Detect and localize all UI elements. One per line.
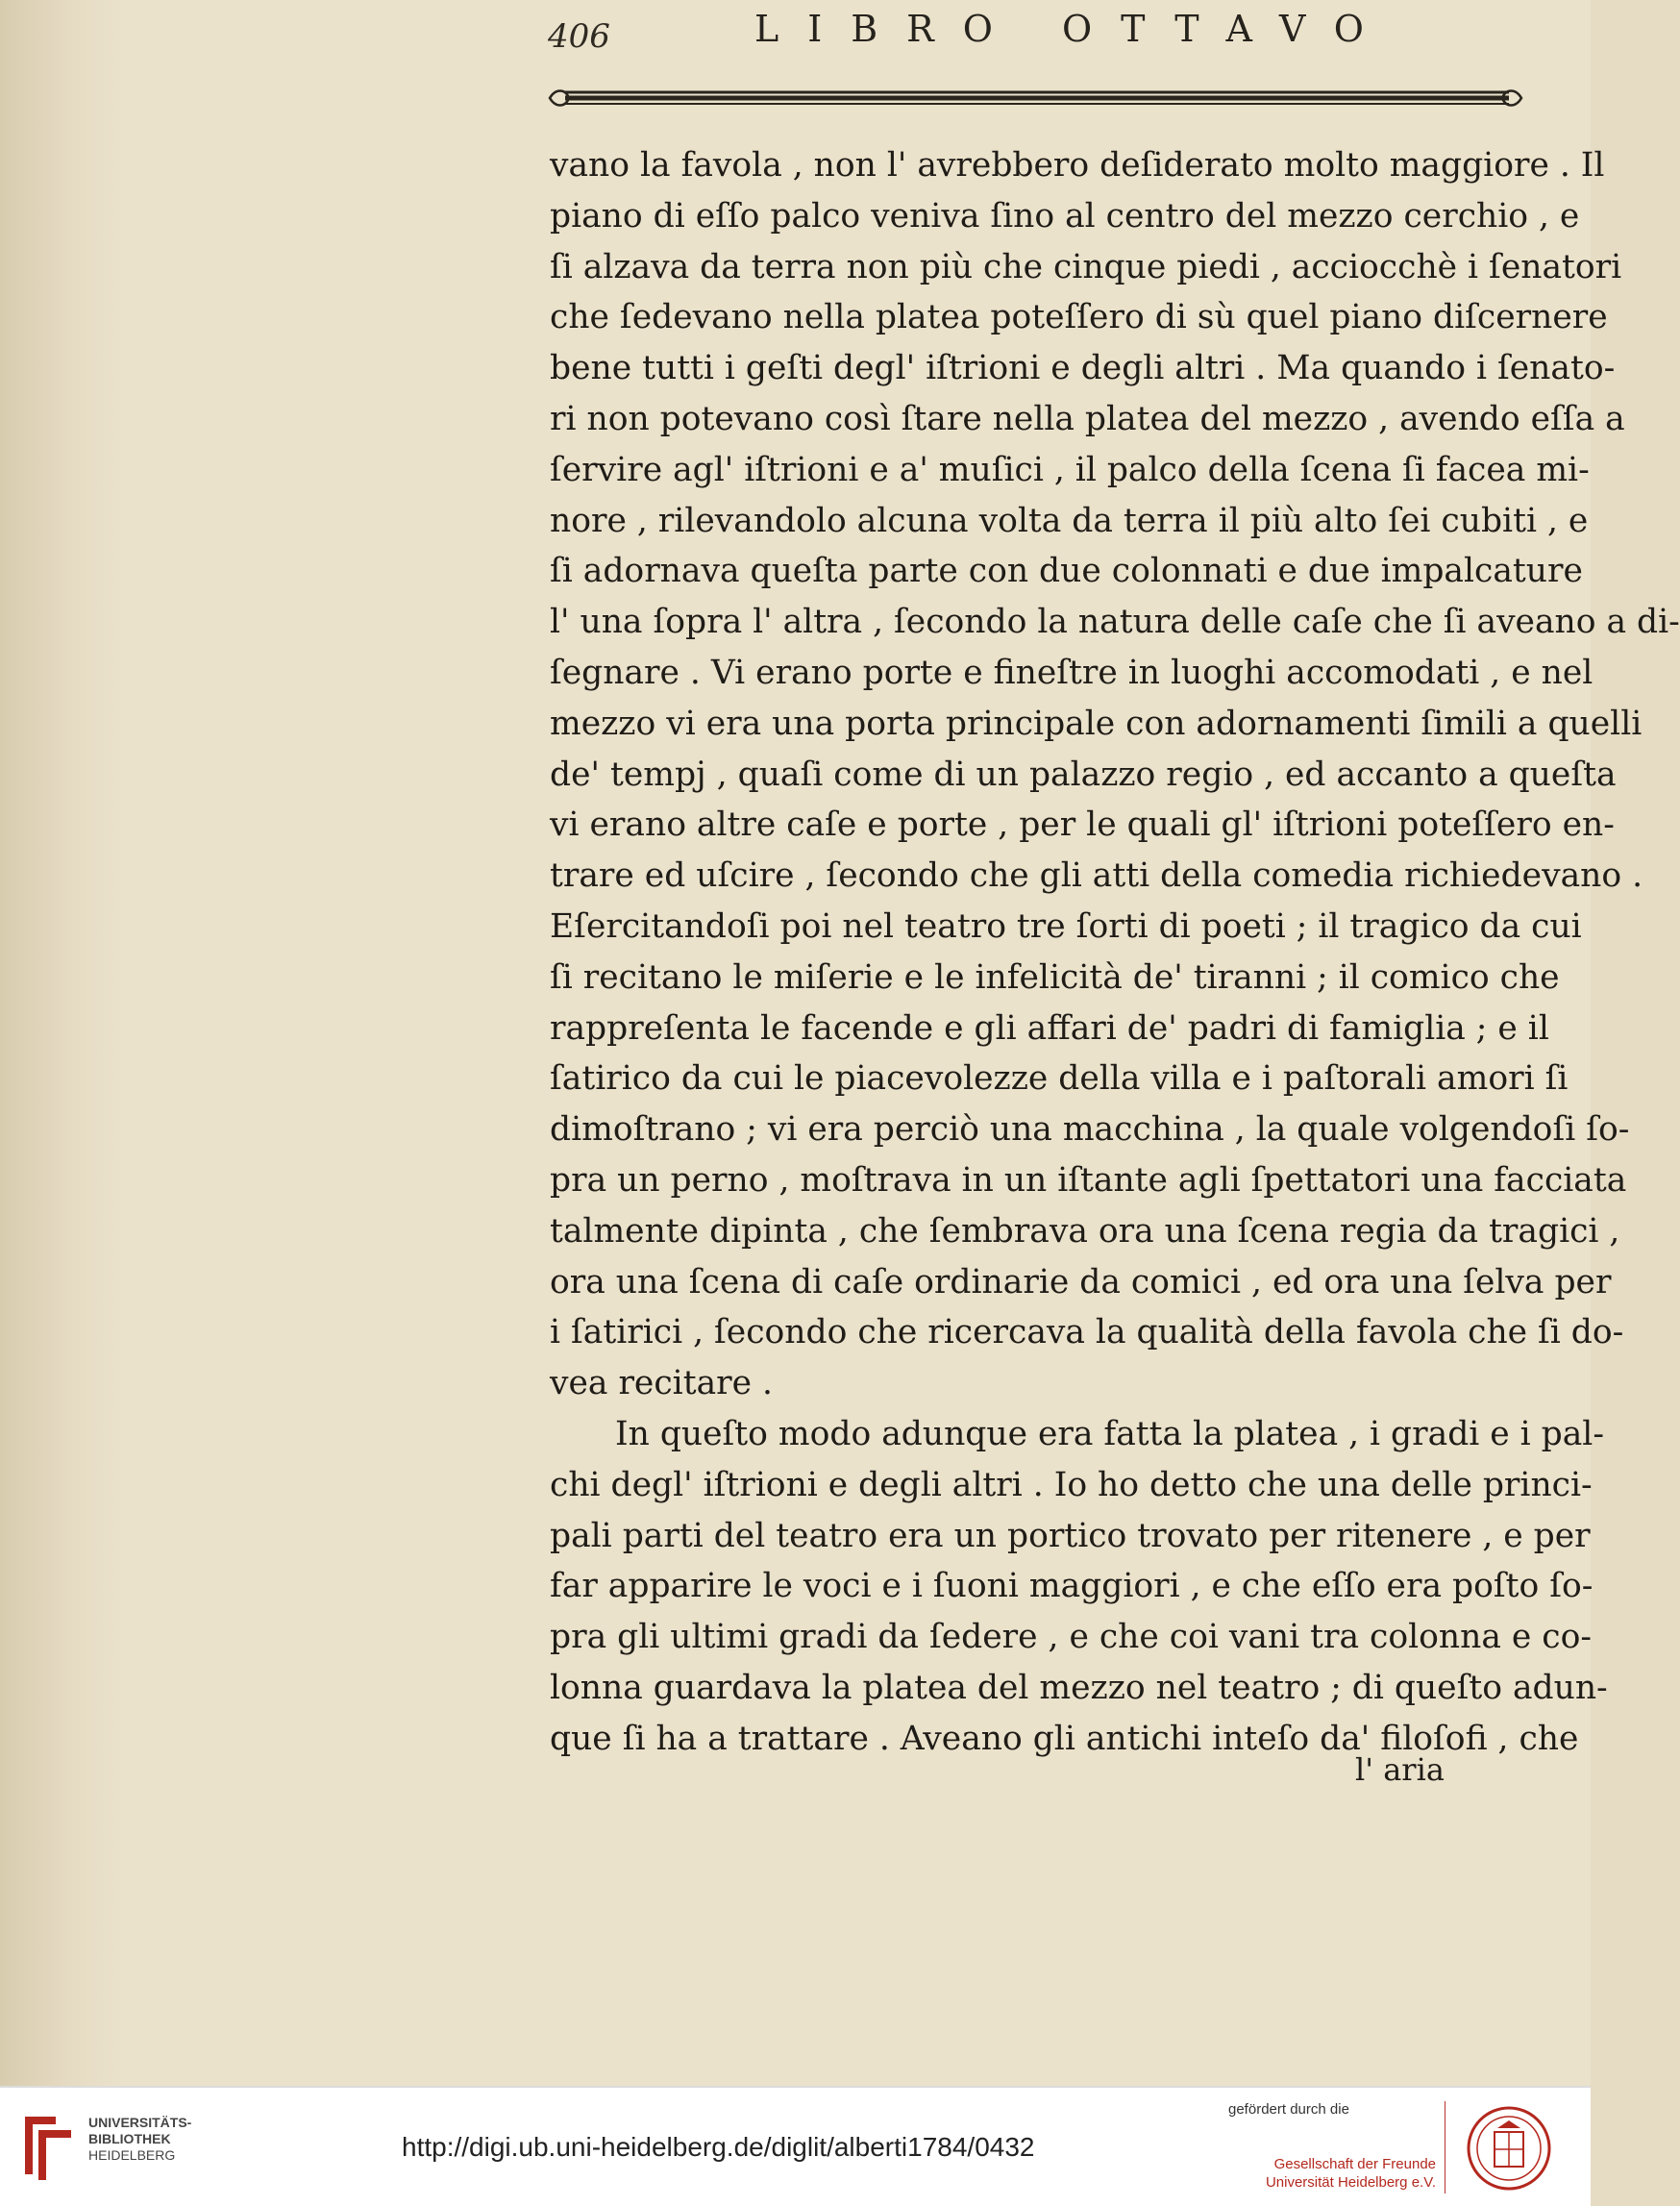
text-line: ri non potevano così ſtare nella platea del mezzo , avendo eſſa a (550, 399, 1625, 438)
text-line: nore , rilevandolo alcuna volta da terra il più alto ſei cubiti , e (550, 501, 1589, 540)
library-name-line: HEIDELBERG (88, 2147, 176, 2163)
library-name (88, 2115, 242, 2164)
library-name-line: BIBLIOTHEK (88, 2131, 171, 2146)
text-line: pali parti del teatro era un portico trovato per ritenere , e per (550, 1516, 1591, 1555)
text-line: ſatirico da cui le piacevolezze della villa e i paſtorali amori ſi (550, 1059, 1569, 1099)
text-line: vi erano altre caſe e porte , per le quali gl' iſtrioni poteſſero en- (550, 806, 1615, 845)
text-line: pra un perno , moſtrava in un iſtante agli ſpettatori una facciata (550, 1160, 1627, 1200)
text-line: trare ed uſcire , ſecondo che gli atti della comedia richiedevano . (550, 856, 1643, 896)
text-line: ora una ſcena di caſe ordinarie da comici , ed ora una ſelva per (550, 1262, 1612, 1301)
text-line: vea recitare . (550, 1364, 773, 1403)
text-line: l' una ſopra l' altra , ſecondo la natura delle caſe che ſi aveano a di- (550, 603, 1680, 642)
society-name (1221, 2155, 1436, 2192)
text-line: che ſedevano nella platea poteſſero di sù quel piano diſcernere (550, 298, 1608, 337)
text-line: ſegnare . Vi erano porte e fineſtre in luoghi accomodati , e nel (550, 653, 1594, 692)
text-line: ſi adornava queſta parte con due colonnati e due impalcature (550, 552, 1583, 591)
text-line: talmente dipinta , che ſembrava ora una ſcena regia da tragici , (550, 1211, 1620, 1251)
university-library-logo-icon[interactable] (17, 2107, 81, 2184)
text-line: ſi alzava da terra non più che cinque piedi , acciocchè i ſenatori (550, 247, 1622, 286)
text-line: chi degl' iſtrioni e degli altri . Io ho detto che una delle princi- (550, 1465, 1593, 1504)
library-name-line: UNIVERSITÄTS- (88, 2115, 192, 2130)
text-line: bene tutti i geſti degl' iſtrioni e degli altri . Ma quando i ſenato- (550, 349, 1616, 388)
text-line: i ſatirici , ſecondo che ricercava la qualità della favola che ſi do- (550, 1313, 1624, 1352)
text-line: vano la favola , non l' avrebbero deſiderato molto maggiore . Il (550, 146, 1605, 185)
university-seal-icon[interactable] (1466, 2105, 1552, 2192)
text-line: mezzo vi era una porta principale con adornamenti ſimili a quelli (550, 704, 1643, 743)
page-number: 406 (548, 17, 610, 56)
catchword: l' aria (1355, 1751, 1445, 1788)
text-line: dimoſtrano ; vi era perciò una macchina , la quale volgendoſi ſo- (550, 1110, 1630, 1150)
text-line: pra gli ultimi gradi da ſedere , e che coi vani tra colonna e co- (550, 1618, 1593, 1657)
text-line: far apparire le voci e i ſuoni maggiori , e che eſſo era poſto ſo- (550, 1567, 1594, 1606)
permalink-url[interactable]: http://digi.ub.uni-heidelberg.de/diglit/alberti1784/0432 (402, 2132, 1035, 2162)
ornamental-rule (548, 85, 1523, 110)
society-name-line: Gesellschaft der Freunde (1273, 2156, 1436, 2172)
text-line: piano di eſſo palco veniva ſino al centro del mezzo cerchio , e (550, 196, 1580, 235)
footer-bar (0, 2086, 1591, 2206)
text-line: que ſi ha a trattare . Aveano gli antichi inteſo da' filoſofi , che (550, 1719, 1579, 1758)
text-line: ſervire agl' iſtrioni e a' muſici , il palco della ſcena ſi facea mi- (550, 450, 1590, 489)
text-line: de' tempj , quaſi come di un palazzo regio , ed accanto a queſta (550, 755, 1617, 794)
text-line: ſi recitano le miſerie e le infelicità de' tiranni ; il comico che (550, 957, 1560, 997)
text-line: Eſercitandoſi poi nel teatro tre ſorti di poeti ; il tragico da cui (550, 906, 1582, 946)
society-name-line: Universität Heidelberg e.V. (1265, 2174, 1436, 2191)
paragraph-start-line: In queſto modo adunque era fatta la platea , i gradi e i pal- (615, 1414, 1605, 1453)
body-text (550, 140, 1680, 1765)
text-line: lonna guardava la platea del mezzo nel teatro ; di queſto adun- (550, 1668, 1608, 1707)
running-title: LIBRO OTTAVO (754, 8, 1393, 50)
text-line: rappreſenta le facende e gli affari de' padri di famiglia ; e il (550, 1008, 1549, 1048)
funded-by-label: gefördert durch die (1228, 2101, 1349, 2118)
